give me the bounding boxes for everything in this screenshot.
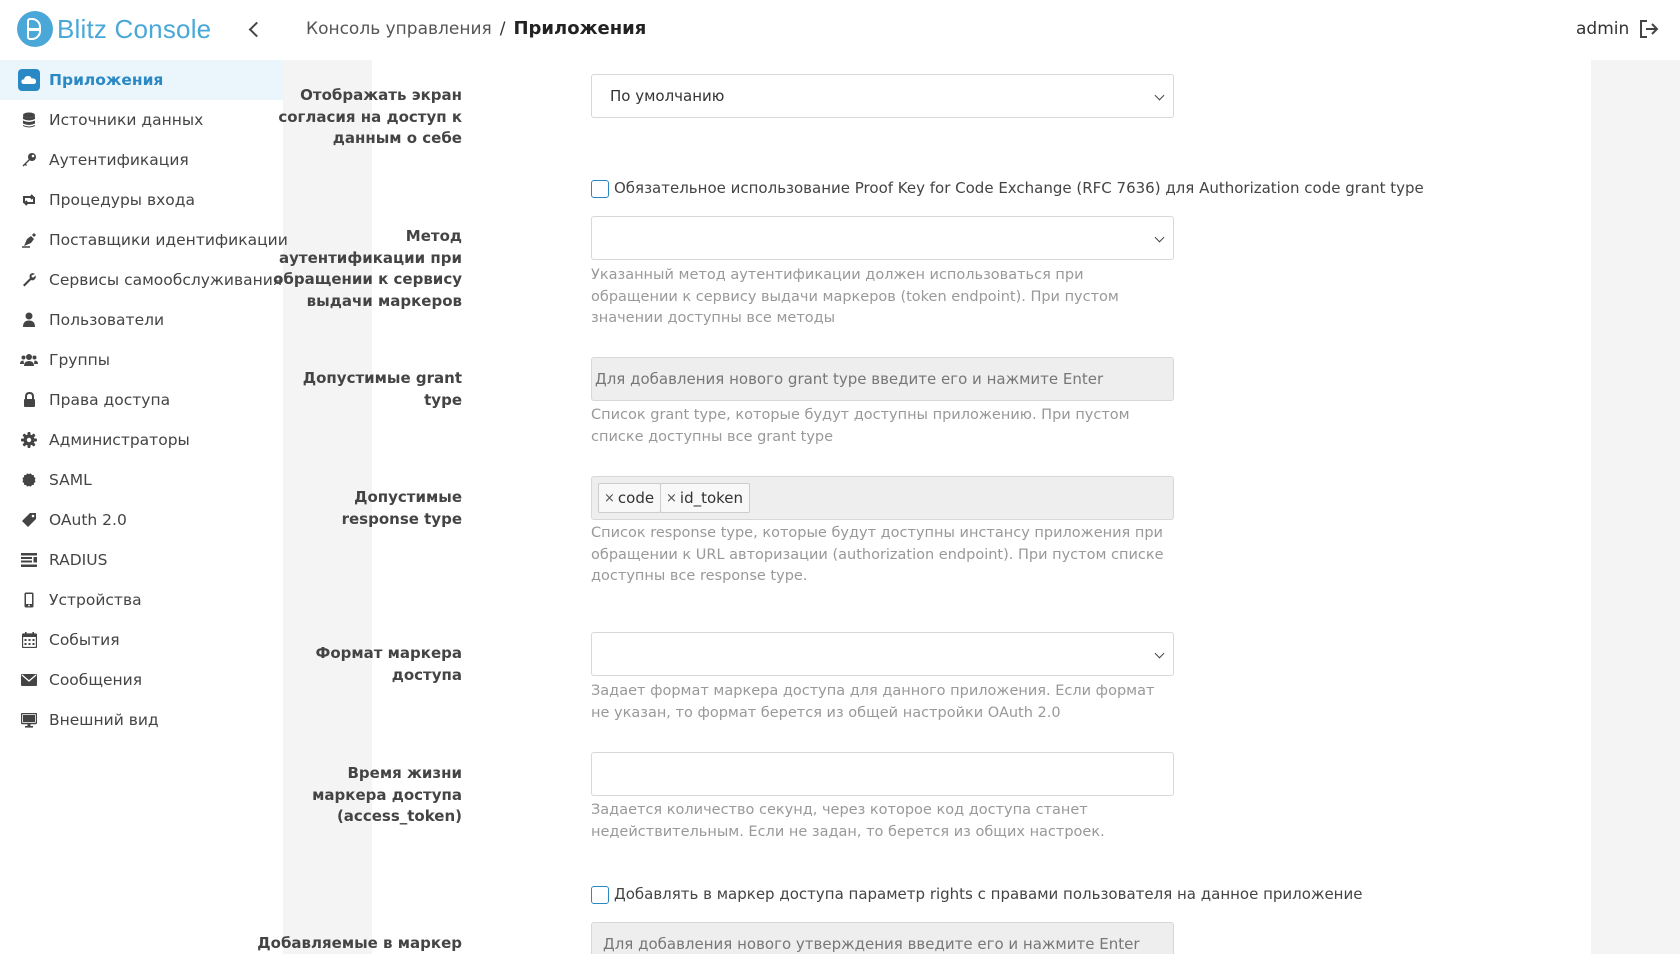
response-type-tag bbox=[660, 483, 750, 513]
sidebar-item-label: События bbox=[49, 631, 120, 649]
sidebar-item-label: Источники данных bbox=[49, 111, 204, 129]
database-icon bbox=[18, 109, 40, 131]
desktop-icon bbox=[18, 709, 40, 731]
sidebar-item-login-procedures[interactable] bbox=[0, 180, 283, 220]
sidebar-item-saml[interactable] bbox=[0, 460, 283, 500]
sidebar-item-label: Аутентификация bbox=[49, 151, 189, 169]
envelope-icon bbox=[18, 669, 40, 691]
users-icon bbox=[18, 349, 40, 371]
calendar-icon bbox=[18, 629, 40, 651]
blitz-logo-icon bbox=[17, 11, 53, 47]
auth-method-hint: Указанный метод аутентификации должен использоваться при обращении к сервису выдачи маркеров (token endpoint). При пустом значении доступны все методы bbox=[591, 267, 1119, 326]
sidebar-item-label: Администраторы bbox=[49, 431, 190, 449]
sidebar-item-label: Устройства bbox=[49, 591, 142, 609]
claims-input[interactable] bbox=[591, 922, 1174, 954]
logo-text: Blitz Console bbox=[57, 13, 212, 44]
sidebar-item-data-sources[interactable] bbox=[0, 100, 283, 140]
collapse-sidebar-icon[interactable] bbox=[243, 16, 265, 42]
app-logo[interactable] bbox=[17, 11, 211, 47]
tag-icon bbox=[18, 509, 40, 531]
breadcrumb-parent-link[interactable]: Консоль управления bbox=[306, 18, 492, 39]
sidebar-item-events[interactable] bbox=[0, 620, 283, 660]
sidebar-item-label: Поставщики идентификации bbox=[49, 231, 288, 249]
certificate-icon bbox=[18, 469, 40, 491]
sidebar-item-label: Права доступа bbox=[49, 391, 171, 409]
pkce-checkbox[interactable] bbox=[591, 180, 609, 198]
top-header bbox=[0, 0, 1680, 60]
remove-tag-icon[interactable]: × bbox=[604, 490, 615, 506]
consent-label: Отображать экран согласия на доступ к данным о себе bbox=[278, 86, 462, 147]
sidebar-item-label: Процедуры входа bbox=[49, 191, 195, 209]
wrench-icon bbox=[18, 269, 40, 291]
sidebar-item-label: Внешний вид bbox=[49, 711, 159, 729]
sidebar-item-label: Сообщения bbox=[49, 671, 143, 689]
auth-method-label: Метод аутентификации при обращении к сервису выдачи маркеров bbox=[273, 227, 462, 310]
sidebar-item-identity-providers[interactable] bbox=[0, 220, 288, 260]
server-icon bbox=[18, 549, 40, 571]
token-format-select[interactable] bbox=[591, 632, 1174, 676]
sidebar-item-label: Группы bbox=[49, 351, 110, 369]
user-name[interactable]: admin bbox=[1576, 19, 1630, 39]
response-types-hint: Список response type, которые будут доступны инстансу приложения при обращении к URL авторизации (authorization endpoint). При пустом списке доступны все response type. bbox=[591, 525, 1164, 584]
sidebar-item-label: Приложения bbox=[49, 71, 164, 89]
pkce-checkbox-label: Обязательное использование Proof Key for Code Exchange (RFC 7636) для Authorization code grant type bbox=[614, 178, 1424, 197]
page-title: Приложения bbox=[513, 18, 647, 39]
sidebar-item-appearance[interactable] bbox=[0, 700, 283, 740]
claims-label: Добавляемые в маркер bbox=[257, 934, 462, 952]
sidebar-item-users[interactable] bbox=[0, 300, 283, 340]
sidebar-item-radius[interactable] bbox=[0, 540, 283, 580]
signature-icon bbox=[18, 229, 40, 251]
breadcrumb-separator: / bbox=[499, 18, 506, 39]
grant-types-label: Допустимые grant type bbox=[302, 369, 462, 409]
token-lifetime-input[interactable] bbox=[591, 752, 1174, 796]
sidebar-item-authentication[interactable] bbox=[0, 140, 283, 180]
consent-select[interactable] bbox=[591, 74, 1174, 118]
lock-icon bbox=[18, 389, 40, 411]
sidebar-item-oauth[interactable] bbox=[0, 500, 283, 540]
sidebar-item-label: SAML bbox=[49, 471, 92, 489]
sidebar-item-label: Сервисы самообслуживания bbox=[49, 271, 283, 289]
sidebar-item-self-service[interactable] bbox=[0, 260, 283, 300]
grant-types-placeholder: Для добавления нового grant type введите его и нажмите Enter bbox=[595, 370, 1104, 388]
rights-checkbox[interactable] bbox=[591, 886, 609, 904]
response-types-input[interactable] bbox=[591, 476, 1174, 520]
grant-types-input[interactable] bbox=[591, 357, 1174, 401]
cloud-icon bbox=[18, 69, 40, 91]
sidebar-item-applications[interactable] bbox=[0, 60, 283, 100]
sidebar-item-messages[interactable] bbox=[0, 660, 283, 700]
consent-select-value: По умолчанию bbox=[610, 87, 725, 105]
sidebar-item-label: Пользователи bbox=[49, 311, 165, 329]
claims-placeholder: Для добавления нового утверждения введите его и нажмите Enter bbox=[603, 935, 1140, 953]
tag-label: id_token bbox=[679, 489, 744, 507]
logout-icon[interactable] bbox=[1638, 18, 1660, 40]
sidebar-item-label: RADIUS bbox=[49, 551, 108, 569]
retweet-icon bbox=[18, 189, 40, 211]
sidebar-item-administrators[interactable] bbox=[0, 420, 283, 460]
tag-label: code bbox=[617, 489, 655, 507]
rights-checkbox-row[interactable] bbox=[591, 883, 1362, 904]
mobile-icon bbox=[18, 589, 40, 611]
response-types-label: Допустимые response type bbox=[341, 488, 462, 528]
auth-method-select[interactable] bbox=[591, 216, 1174, 260]
rights-checkbox-label: Добавлять в маркер доступа параметр rights с правами пользователя на данное приложение bbox=[614, 884, 1363, 903]
remove-tag-icon[interactable]: × bbox=[666, 490, 677, 506]
grant-types-hint: Список grant type, которые будут доступны приложению. При пустом списке доступны все grant type bbox=[591, 407, 1130, 445]
sidebar-item-groups[interactable] bbox=[0, 340, 283, 380]
sidebar-item-label: OAuth 2.0 bbox=[49, 511, 127, 529]
response-type-tag bbox=[598, 483, 661, 513]
breadcrumb bbox=[306, 18, 646, 39]
pkce-checkbox-row[interactable] bbox=[591, 177, 1424, 198]
gear-icon bbox=[18, 429, 40, 451]
user-icon bbox=[18, 309, 40, 331]
sidebar-item-access-rights[interactable] bbox=[0, 380, 283, 420]
key-icon bbox=[18, 149, 40, 171]
token-format-label: Формат маркера доступа bbox=[315, 644, 462, 684]
sidebar-item-devices[interactable] bbox=[0, 580, 283, 620]
sidebar bbox=[0, 60, 288, 954]
token-format-hint: Задает формат маркера доступа для данного приложения. Если формат не указан, то формат берется из общей настройки OAuth 2.0 bbox=[591, 683, 1155, 721]
token-lifetime-hint: Задается количество секунд, через которое код доступа станет недействительным. Если не задан, то берется из общих настроек. bbox=[591, 802, 1105, 840]
settings-form bbox=[257, 60, 1591, 954]
token-lifetime-label: Время жизни маркера доступа (access_token) bbox=[312, 764, 462, 825]
